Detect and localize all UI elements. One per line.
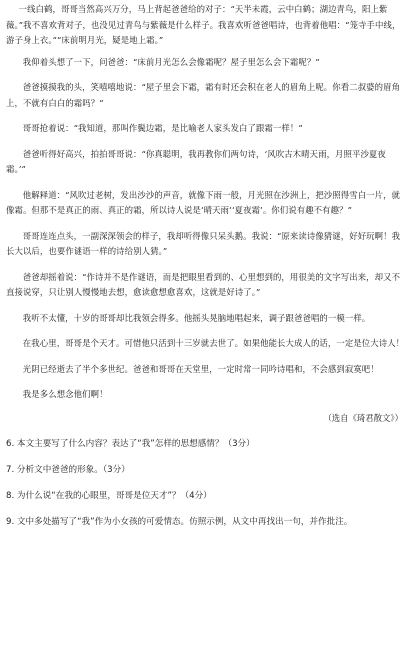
paragraph-5: 爸爸听得好高兴，拍拍哥哥说：“你真聪明，我再教你们两句诗，‘风吹古木晴天雨，月照平沙夏夜霜。’” <box>6 148 386 174</box>
paragraph-10: 在我心里，哥哥是个天才。可惜他只活到十三岁就去世了。如果他能长大成人的话，一定是位大诗人！ <box>22 338 405 348</box>
question-8: 8. 为什么说“在我的心眼里，哥哥是位天才”？（4分） <box>6 490 212 501</box>
source-citation: （选自《琦君散文》） <box>323 412 403 423</box>
paragraph-9: 我听不太懂，十岁的哥哥却比我领会得多。他摇头晃脑地唱起来，调子跟爸爸唱的一模一样。 <box>22 312 371 323</box>
paragraph-3: 爸爸摸摸我的头，笑嘻嘻地说：“屋子里会下霜，霜有时还会积在老人的眉角上呢。你看二叔婆的眉角上，不就有白白的霜吗？” <box>6 82 401 108</box>
paragraph-7: 哥哥连连点头，一副深深领会的样子，我却听得像只呆头鹅。我说：“原来读诗像猜谜，好好玩啊！我长大以后，也要作谜语一样的诗给别人猜。” <box>6 230 401 256</box>
paragraph-11: 光阴已经逝去了半个多世纪。爸爸和哥哥在天堂里，一定时常一同吟诗唱和，不会感到寂寞吧！ <box>22 363 379 374</box>
question-7: 7. 分析文中爸爸的形象。（3分） <box>6 464 130 475</box>
paragraph-12: 我是多么想念他们啊！ <box>22 389 108 399</box>
question-9: 9. 文中多处描写了“我”作为小女孩的可爱情态。仿照示例，从文中再找出一句，并作批注。 <box>6 516 353 527</box>
paragraph-6: 他解释道：“风吹过老树，发出沙沙的声音，就像下雨一般，月光照在沙洲上，把沙照得雪白一片，就像霜。但那不是真正的雨、真正的霜，所以诗人说是‘晴天雨’‘夏夜霜’。你们说有趣不有趣？” <box>6 189 401 215</box>
paragraph-8: 爸爸却摇着说：“作诗并不是作谜语，而是把眼里看到的、心里想到的，用很美的文字写出来，却又不直接说穿，只让别人慢慢地去想，愈读愈想愈喜欢，这就是好诗了。” <box>6 271 401 297</box>
paragraph-1: 一线白鹤，哥哥当然高兴万分，马上背起爸爸给的对子：“天半未霞，云中白鹤；湖边青鸟，阳上紫薇。”我不喜欢背对子，也没见过青鸟与紫薇是什么样子。我喜欢听爸爸唱诗，也背着他唱：“笼寺手中线，游子身上衣。”“床前明月光，疑是地上霜。” <box>6 4 401 45</box>
question-6: 6. 本文主要写了什么内容？表达了“我”怎样的思想感情？（3分） <box>6 438 255 449</box>
paragraph-2: 我仰着头想了一下，问爸爸：“床前月光怎么会像霜呢？屋子里怎么会下霜呢？” <box>22 56 320 67</box>
paragraph-4: 哥哥抢着说：“我知道，那叫作鬓边霜，是比喻老人家头发白了跟霜一样！” <box>22 123 303 133</box>
